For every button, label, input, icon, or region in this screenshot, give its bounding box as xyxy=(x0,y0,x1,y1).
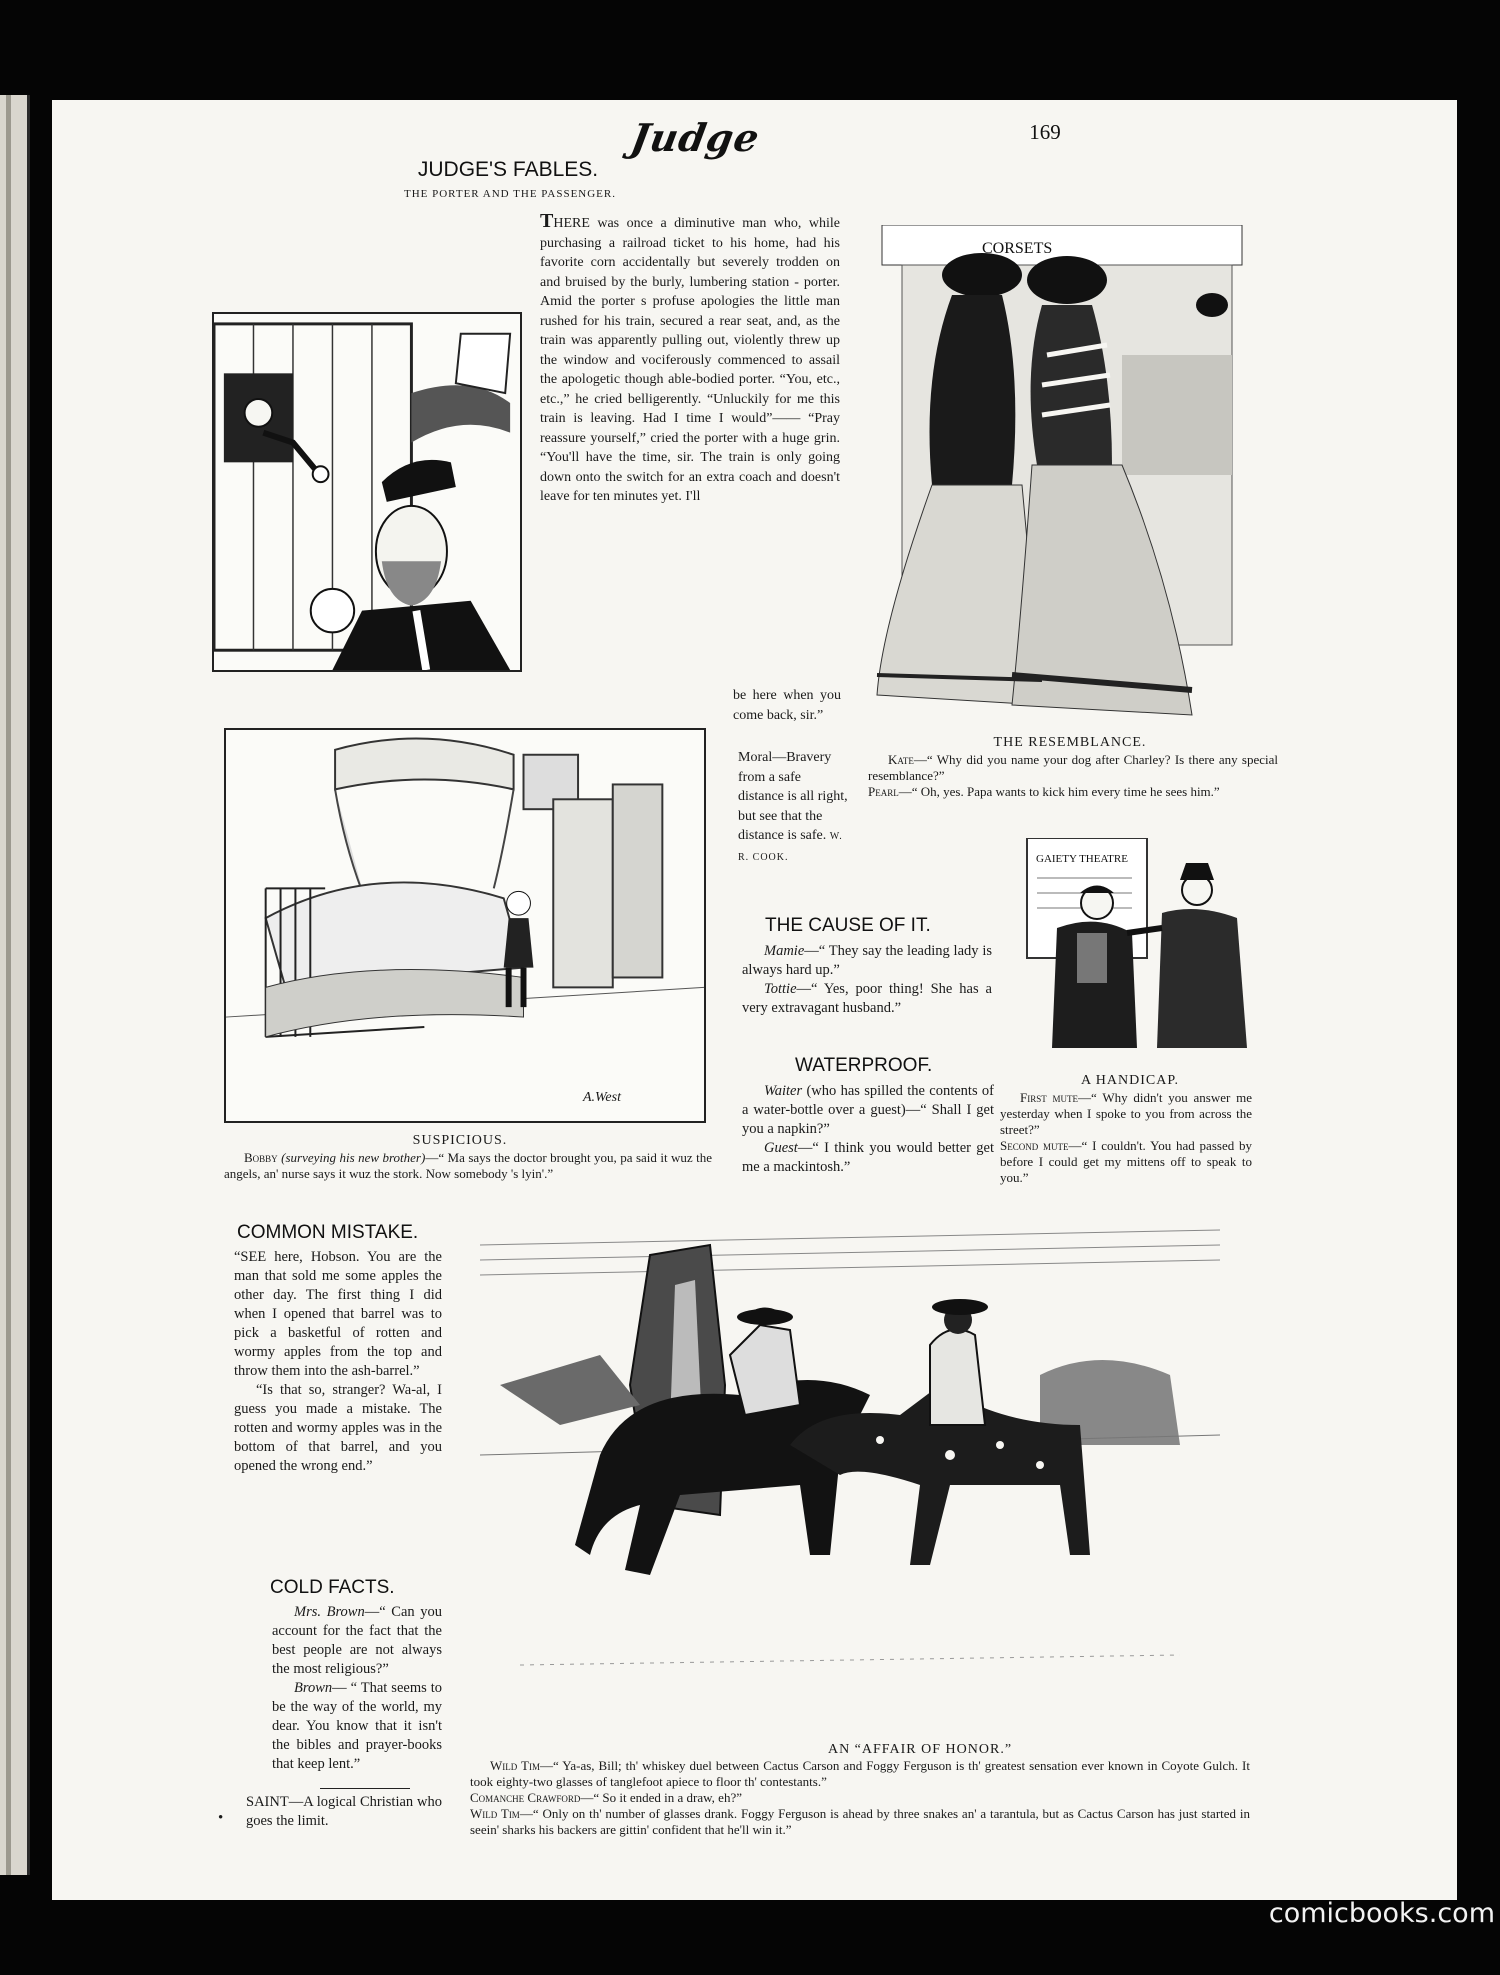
affair-line-2: —“ So it ended in a draw, eh?” xyxy=(580,1790,742,1805)
masthead-logo: Judge xyxy=(627,115,764,160)
cold-facts-line-2: — “ That seems to be the way of the world, my dear. You know that it isn't the bibles and prayer-books that keep lent.” xyxy=(272,1680,442,1772)
cause-line-2: —“ Yes, poor thing! She has a very extravagant husband.” xyxy=(742,981,992,1016)
suspicious-illustration xyxy=(224,728,706,1123)
cold-facts-body xyxy=(272,1603,442,1774)
handicap-line-1: —“ Why didn't you answer me yesterday when I spoke to you from across the street?” xyxy=(1000,1090,1252,1137)
handicap-speaker-1: First mute xyxy=(1020,1090,1079,1105)
cold-facts-speaker-1: Mrs. Brown xyxy=(294,1604,365,1620)
resemblance-speaker-1: Kate xyxy=(888,752,914,767)
affair-line-3: —“ Only on th' number of glasses drank. Foggy Ferguson is ahead by three snakes an' a tarantula, but as Cactus Carson has just started in seein' sharks his backers are gittin' confident that he'll win it.” xyxy=(470,1806,1250,1837)
suspicious-caption xyxy=(224,1150,712,1182)
affair-of-honor-illustration xyxy=(480,1225,1220,1725)
handicap-title: A HANDICAP. xyxy=(1080,1073,1180,1088)
poster-text: GAIETY THEATRE xyxy=(1036,853,1128,865)
waterproof-body xyxy=(742,1082,994,1177)
handicap-illustration xyxy=(1022,838,1254,1060)
fable-continued: be here when you come back, sir.” xyxy=(733,688,841,723)
cause-title: THE CAUSE OF IT. xyxy=(765,915,931,936)
cause-speaker-2: Tottie xyxy=(764,981,797,997)
waterproof-stage-1: (who has spilled the contents of a water-bottle over a guest) xyxy=(742,1083,994,1118)
common-mistake-p1: “SEE here, Hobson. You are the man that sold me some apples the other day. The first thing I did when I opened that barrel was to pick a basketful of rotten and wormy apples from the top and throw them into the ash-barrel.” xyxy=(234,1249,442,1379)
affair-speaker-1: Wild Tim xyxy=(490,1758,540,1773)
common-mistake-body xyxy=(234,1248,442,1476)
cause-body xyxy=(742,942,992,1018)
affair-speaker-2: Comanche Crawford xyxy=(470,1790,581,1805)
cold-facts-title: COLD FACTS. xyxy=(270,1577,395,1598)
cause-speaker-1: Mamie xyxy=(764,943,805,959)
resemblance-speaker-2: Pearl xyxy=(868,784,899,799)
fable-body-text: HERE was once a diminutive man who, while purchasing a railroad ticket to his home, had his favorite corn accidentally but severely trodden on and bruised by the burly, lumbering station - porter. Amid the porter s profuse apologies the little man rushed for his train, secured a rear seat, and, as the train was apparently pulling out, violently threw up the window and vociferously commenced to assail the apologetic though able-bodied porter. “You, etc., etc.,” he cried belligerently. “Unluckily for me this train is leaving. Had I time I would”—— “Pray reassure yourself,” cried the porter with a huge grin. “You'll have the time, sir. The train is only going down onto the switch for an extra coach and doesn't leave for ten minutes yet. I'll xyxy=(540,216,840,504)
suspicious-signature: A.West xyxy=(583,1090,621,1105)
resemblance-illustration xyxy=(862,225,1257,730)
suspicious-stage: (surveying his new brother) xyxy=(281,1150,426,1165)
fables-subtitle: THE PORTER AND THE PASSENGER. xyxy=(403,188,616,200)
handicap-speaker-2: Second mute xyxy=(1000,1138,1069,1153)
cold-facts-speaker-2: Brown xyxy=(294,1680,333,1696)
corsets-sign-text: CORSETS xyxy=(982,240,1053,257)
waterproof-title: WATERPROOF. xyxy=(795,1055,933,1076)
cause-line-1: —“ They say the leading lady is always hard up.” xyxy=(742,943,992,978)
handicap-line-2: —“ I couldn't. You had passed by before I could get my mittens off to speak to you.” xyxy=(1000,1138,1253,1185)
affair-title: AN “AFFAIR OF HONOR.” xyxy=(827,1742,1013,1757)
waterproof-line-2: —“ I think you would better get me a mackintosh.” xyxy=(742,1140,994,1175)
fable-body xyxy=(540,212,840,507)
resemblance-line-2: —“ Oh, yes. Papa wants to kick him every time he sees him.” xyxy=(898,784,1220,799)
waterproof-speaker-1: Waiter xyxy=(764,1083,803,1099)
common-mistake-p2: “Is that so, stranger? Wa-al, I guess you made a mistake. The rotten and wormy apples was in the bottom of that barrel, and you opened the wrong end.” xyxy=(234,1382,442,1474)
fable-moral-text: Moral—Bravery from a safe distance is all right, but see that the distance is safe. xyxy=(738,750,848,843)
previous-page-edge xyxy=(0,95,30,1875)
porter-passenger-illustration xyxy=(212,312,522,672)
saint-bullet: • xyxy=(218,1810,224,1826)
suspicious-speaker: Bobby xyxy=(244,1150,278,1165)
fable-author: W. R. COOK. xyxy=(738,831,843,863)
resemblance-line-1: —“ Why did you name your dog after Charley? Is there any special resemblance?” xyxy=(868,752,1278,783)
page-fold xyxy=(6,95,11,1875)
suspicious-line: —“ Ma says the doctor brought you, pa said it wuz the angels, an' nurse says it wuz the stork. Now somebody 's lyin'.” xyxy=(224,1150,713,1181)
suspicious-title: SUSPICIOUS. xyxy=(412,1133,508,1148)
affair-caption xyxy=(470,1758,1250,1838)
waterproof-line-1: —“ Shall I get you a napkin?” xyxy=(742,1102,994,1137)
affair-line-1: —“ Ya-as, Bill; th' whiskey duel between Cactus Carson and Foggy Ferguson is th' greatest sensation ever known in Coyote Gulch. It took eighty-two glasses of tanglefoot apiece to floor th' contestants.” xyxy=(470,1758,1250,1789)
watermark: comicbooks.com xyxy=(1268,1898,1495,1929)
fable-moral xyxy=(738,748,848,867)
fables-title: JUDGE'S FABLES. xyxy=(417,158,599,181)
fable-dropcap: T xyxy=(540,210,554,232)
cold-facts-line-1: —“ Can you account for the fact that the best people are not always the most religious?” xyxy=(272,1604,442,1677)
resemblance-caption xyxy=(868,752,1278,800)
affair-speaker-3: Wild Tim xyxy=(470,1806,520,1821)
common-mistake-title: COMMON MISTAKE. xyxy=(237,1222,419,1243)
waterproof-speaker-2: Guest xyxy=(764,1140,798,1156)
divider-rule xyxy=(320,1788,410,1789)
page-number: 169 xyxy=(1029,120,1061,144)
saint-text: SAINT—A logical Christian who goes the limit. xyxy=(246,1794,442,1829)
handicap-caption xyxy=(1000,1090,1252,1186)
resemblance-title: THE RESEMBLANCE. xyxy=(993,735,1147,750)
